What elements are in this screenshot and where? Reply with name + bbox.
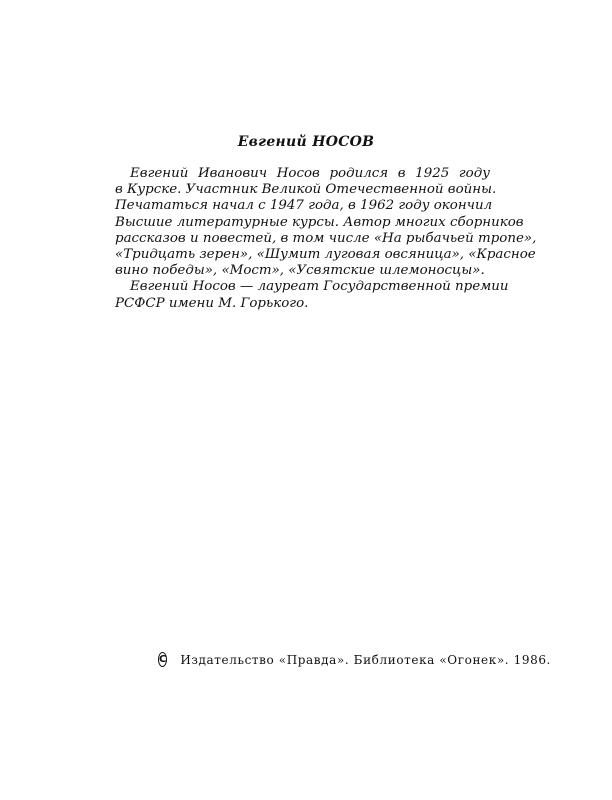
bio-line: Высшие литературные курсы. Автор многих сборников	[115, 214, 524, 230]
copyright-icon: C	[158, 652, 167, 667]
copyright-text: Издательство «Правда». Библиотека «Огонек». 1986.	[180, 652, 551, 667]
bio-line: вино победы», «Мост», «Усвятские шлемоносцы».	[115, 263, 485, 279]
author-bio	[115, 166, 537, 312]
bio-line: РСФСР имени М. Горького.	[115, 295, 309, 311]
bio-line: Печататься начал с 1947 года, в 1962 году окончил	[115, 198, 493, 214]
copyright-notice	[158, 652, 551, 667]
bio-line: «Тридцать зерен», «Шумит луговая овсяница», «Красное	[115, 247, 536, 263]
bio-line: в Курске. Участник Великой Отечественной войны.	[115, 182, 497, 198]
bio-line: Евгений Иванович Носов родился в 1925 году	[130, 166, 490, 181]
bio-line: Евгений Носов — лауреат Государственной премии	[130, 279, 509, 295]
author-heading: Евгений НОСОВ	[237, 134, 375, 150]
bio-line: рассказов и повестей, в том числе «На рыбачьей тропе»,	[115, 230, 537, 246]
